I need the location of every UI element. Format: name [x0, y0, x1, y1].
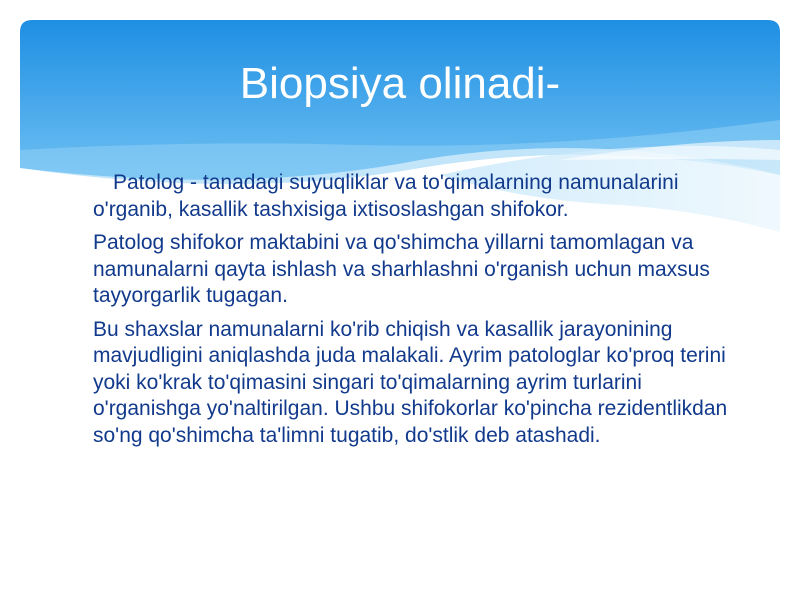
paragraph-3: Bu shaxslar namunalarni ko'rib chiqish va kasallik jarayonining mavjudligini aniqlashda juda malakali. Ayrim patologlar ko'proq terini yoki ko'krak to'qimasini singari to'qimalarning ayrim turlarini o'rganishga yo'naltirilgan. Ushbu shifokorlar ko'pincha rezidentlikdan so'ng qo'shimcha ta'limni tugatib, do'stlik deb atashadi. — [93, 317, 728, 447]
paragraph-1: Patolog - tanadagi suyuqliklar va to'qimalarning namunalarini o'rganib, kasallik tashxisiga ixtisoslashgan shifokor. — [93, 171, 679, 221]
slide-title: Biopsiya olinadi- — [239, 59, 561, 108]
slide-body — [93, 170, 753, 456]
paragraph-2: Patolog shifokor maktabini va qo'shimcha yillarni tamomlagan va namunalarni qayta ishlash va sharhlashni o'rganish uchun maxsus tayyorgarlik tugagan. — [93, 231, 710, 307]
